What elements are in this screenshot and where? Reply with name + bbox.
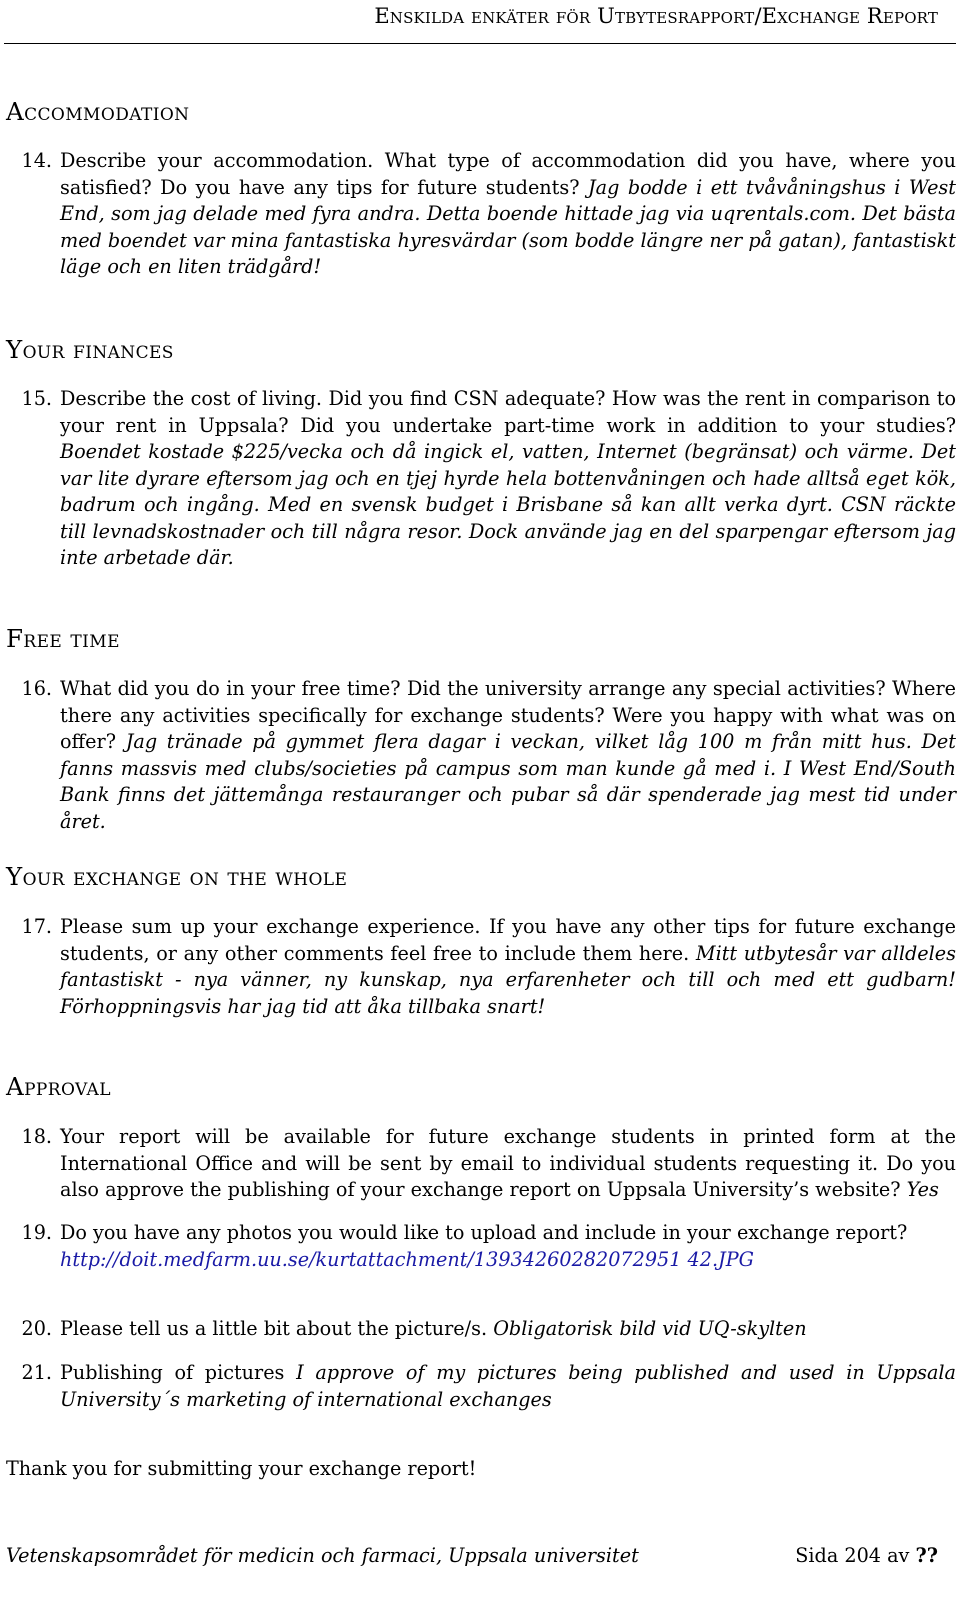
answer-text: Yes	[906, 1178, 939, 1201]
item-number: 19.	[21, 1221, 52, 1244]
footer-page-number	[795, 1543, 938, 1570]
page-number-prefix: Sida 204 av	[795, 1544, 910, 1567]
item-body	[60, 676, 956, 835]
item-body	[60, 148, 956, 281]
running-header: Enskilda enkäter för Utbytesrapport/Exchange Report	[374, 4, 938, 28]
question-text: Publishing of pictures	[60, 1361, 285, 1384]
footer-institution: Vetenskapsområdet för medicin och farmaci, Uppsala universitet	[6, 1544, 639, 1567]
question-text: Describe the cost of living. Did you find CSN adequate? How was the rent in comparison to your rent in Uppsala? Did you undertake part-time work in addition to your studies?	[60, 387, 956, 437]
question-text: What did you do in your free time? Did the university arrange any special activities? Where there any activities specifically for exchange students? Were you happy with what was on offer?	[60, 677, 956, 753]
question-item-19	[20, 1220, 956, 1273]
question-item-20	[20, 1316, 956, 1343]
closing-message: Thank you for submitting your exchange report!	[6, 1457, 477, 1480]
question-item-16	[20, 676, 956, 835]
item-body	[60, 1124, 956, 1204]
question-text: Please sum up your exchange experience. If you have any other tips for future exchange students, or any other comments feel free to include them here.	[60, 915, 956, 965]
answer-text: Jag tränade på gymmet flera dagar i veckan, vilket låg 100 m från mitt hus. Det fanns massvis med clubs/societies på campus som man kunde gå med i. I West End/South Bank finns det jättemånga restauranger och pubar så där spenderade jag mest tid under året.	[60, 730, 956, 833]
item-body	[60, 1360, 956, 1413]
item-number: 18.	[21, 1125, 52, 1148]
question-item-18	[20, 1124, 956, 1204]
answer-text: I approve of my pictures being published and used in Uppsala University´s marketing of international exchanges	[60, 1361, 956, 1411]
page-total: ??	[915, 1544, 938, 1567]
answer-text: Boendet kostade $225/vecka och då ingick el, vatten, Internet (begränsat) och värme. Det var lite dyrare eftersom jag och en tjej hyrde hela bottenvåningen och hade alltså eget kök, badrum och ingång. Med en svensk budget i Brisbane så kan allt verka dyrt. CSN räckte till levnadskostnader och till några resor. Dock använde jag en del sparpengar eftersom jag inte arbetade där.	[60, 440, 956, 569]
answer-text: Mitt utbytesår var alldeles fantastiskt - nya vänner, ny kunskap, nya erfarenheter och till och med ett gudbarn! Förhoppningsvis har jag tid att åka tillbaka snart!	[60, 941, 956, 1018]
question-text: Do you have any photos you would like to upload and include in your exchange report?	[60, 1221, 908, 1244]
header-rule	[4, 43, 956, 44]
question-item-14	[20, 148, 956, 281]
item-body	[60, 1220, 956, 1273]
section-heading-approval: Approval	[6, 1072, 111, 1101]
answer-text: Obligatorisk bild vid UQ-skylten	[493, 1317, 807, 1340]
section-heading-finances: Your finances	[6, 335, 174, 364]
section-heading-free-time: Free time	[6, 624, 120, 653]
question-item-15	[20, 386, 956, 572]
section-heading-accommodation: Accommodation	[6, 97, 190, 126]
item-number: 14.	[21, 149, 52, 172]
question-text: Describe your accommodation. What type of accommodation did you have, where you satisfied? Do you have any tips for future students?	[60, 149, 956, 199]
item-number: 15.	[21, 387, 52, 410]
item-body	[60, 1316, 956, 1343]
item-body	[60, 386, 956, 572]
question-text: Your report will be available for future exchange students in printed form at the International Office and will be sent by email to individual students requesting it. Do you also approve the publishing of your exchange report on Uppsala University’s website?	[60, 1125, 956, 1201]
section-heading-exchange-whole: Your exchange on the whole	[6, 862, 348, 891]
item-number: 21.	[21, 1361, 52, 1384]
question-text: Please tell us a little bit about the picture/s.	[60, 1317, 488, 1340]
question-item-17	[20, 914, 956, 1020]
item-number: 20.	[21, 1317, 52, 1340]
item-number: 17.	[21, 915, 52, 938]
question-item-21	[20, 1360, 956, 1413]
answer-text: Jag bodde i ett tvåvåningshus i West End, som jag delade med fyra andra. Detta boende hittade jag via uqrentals.com. Det bästa med boendet var mina fantastiska hyresvärdar (som bodde längre ner på gatan), fantastiskt läge och en liten trädgård!	[60, 175, 956, 278]
photo-attachment-link[interactable]: http://doit.medfarm.uu.se/kurtattachment/13934260282072951 42.JPG	[60, 1247, 754, 1271]
item-number: 16.	[21, 677, 52, 700]
item-body	[60, 914, 956, 1020]
